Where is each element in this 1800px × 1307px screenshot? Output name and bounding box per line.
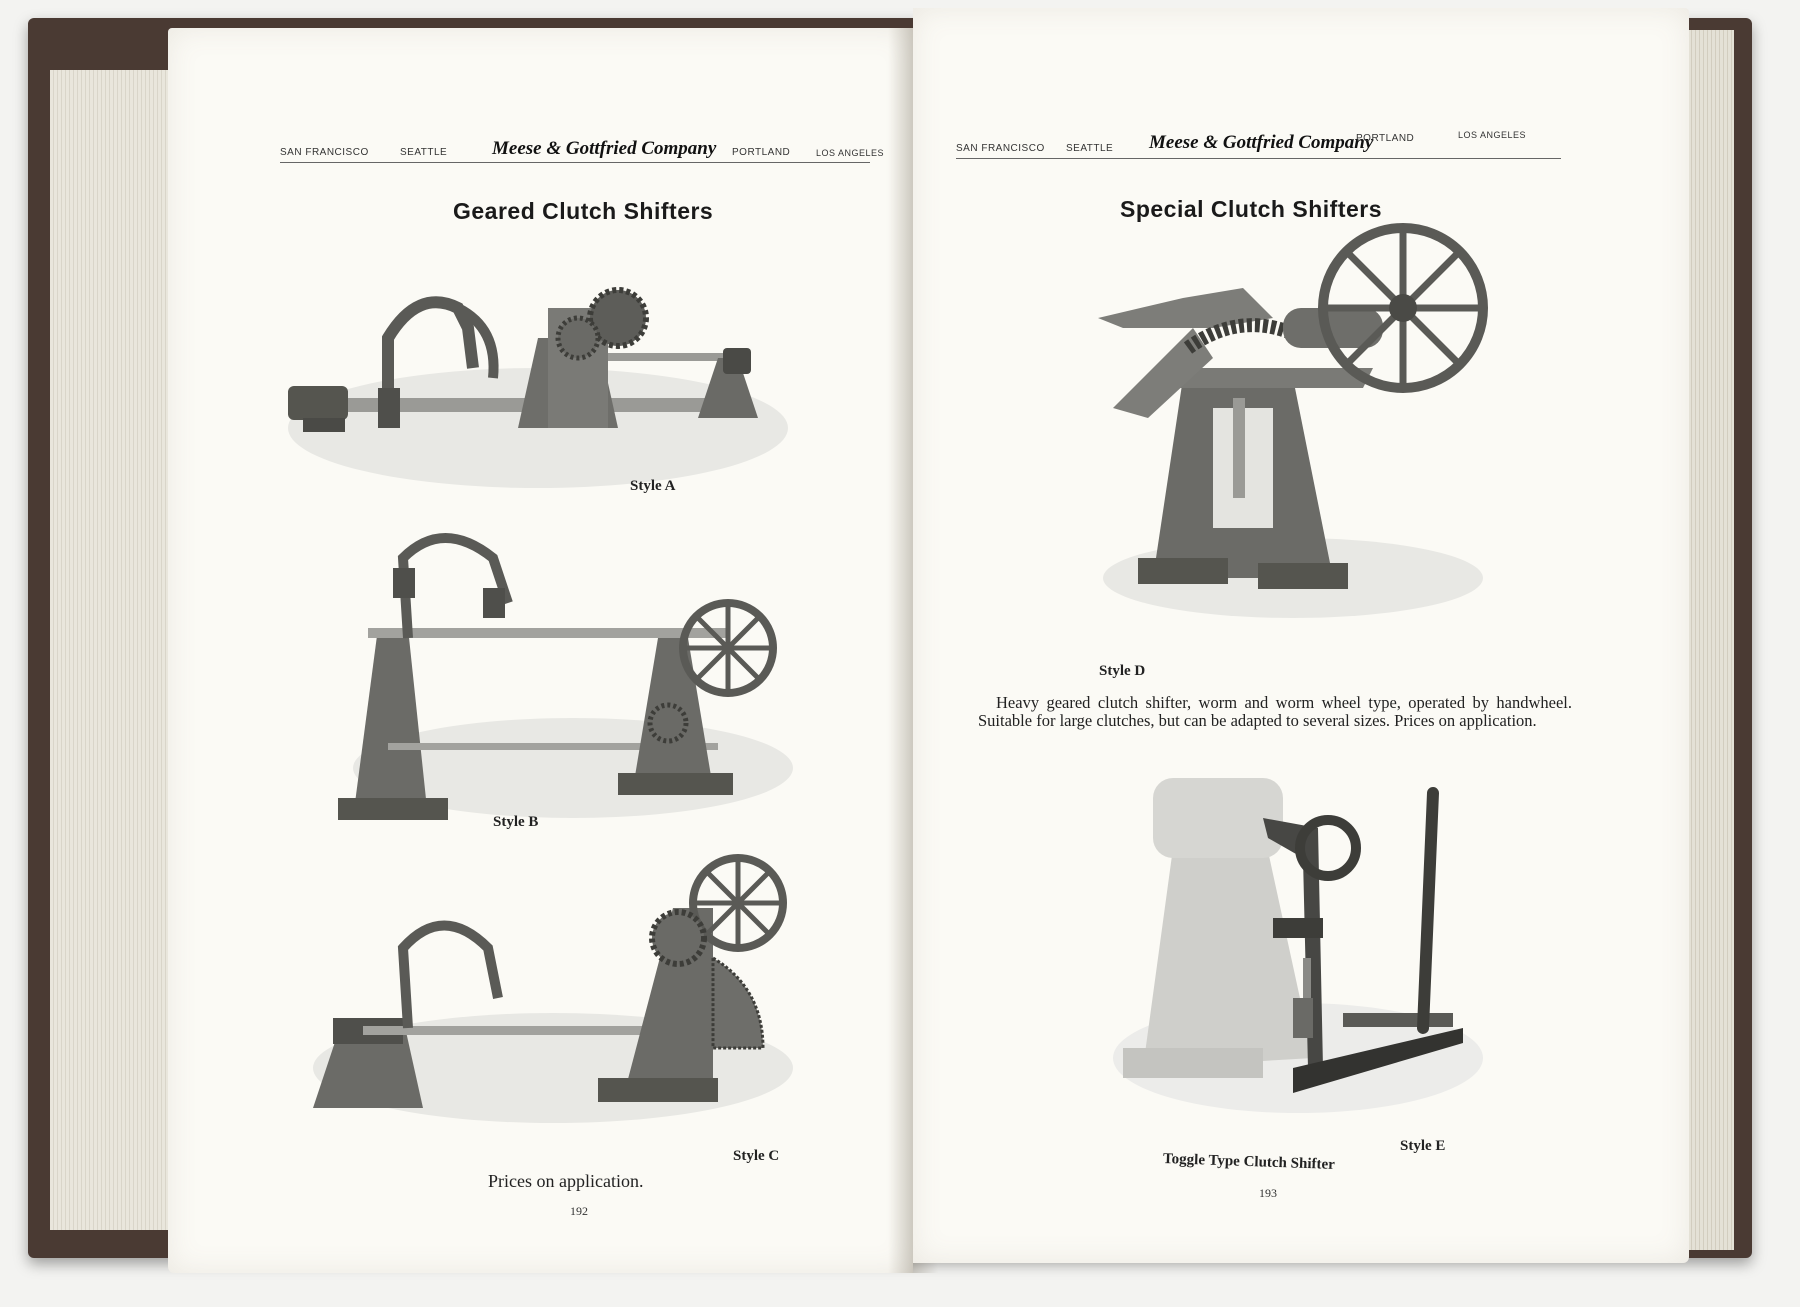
clutch-shifter-style-a-illustration <box>268 268 788 518</box>
page-edges-right <box>1688 30 1734 1250</box>
header-city: SEATTLE <box>400 147 448 158</box>
clutch-shifter-style-d-illustration <box>1093 218 1493 628</box>
page-edges-left <box>50 70 170 1230</box>
style-caption: Style E <box>1400 1138 1446 1154</box>
page-number: 193 <box>1259 1186 1277 1200</box>
header-city: SAN FRANCISCO <box>280 147 369 158</box>
style-caption: Style A <box>630 478 676 494</box>
page-title: Special Clutch Shifters <box>1120 196 1383 222</box>
style-caption: Style B <box>493 814 539 830</box>
header-city: LOS ANGELES <box>1458 130 1527 140</box>
header-city: PORTLAND <box>732 147 791 158</box>
prices-note: Prices on application. <box>488 1171 644 1191</box>
page-number: 192 <box>570 1204 588 1218</box>
clutch-shifter-style-e-illustration <box>1103 768 1493 1128</box>
clutch-shifter-style-c-illustration <box>293 818 813 1138</box>
style-caption: Style C <box>733 1148 780 1164</box>
header-city: SAN FRANCISCO <box>956 143 1045 154</box>
header-company-name: Meese & Gottfried Company <box>492 138 717 159</box>
left-page-header <box>280 132 885 163</box>
clutch-shifter-style-b-illustration <box>333 528 803 828</box>
toggle-shifter-caption: Toggle Type Clutch Shifter <box>1162 1151 1336 1173</box>
page-title: Geared Clutch Shifters <box>453 198 714 224</box>
header-city: LOS ANGELES <box>816 148 885 158</box>
left-page <box>168 28 913 1273</box>
header-city: PORTLAND <box>1356 133 1415 144</box>
right-page <box>913 8 1689 1263</box>
header-city: SEATTLE <box>1066 143 1114 154</box>
description-text: Heavy geared clutch shifter, worm and worm wheel type, operated by handwheel. Suitable for large clutches, but can be adapted to several sizes. Prices on application. <box>978 693 1572 730</box>
header-company-name: Meese & Gottfried Company <box>1149 132 1374 153</box>
style-caption: Style D <box>1099 663 1146 679</box>
right-page-header <box>956 128 1561 159</box>
